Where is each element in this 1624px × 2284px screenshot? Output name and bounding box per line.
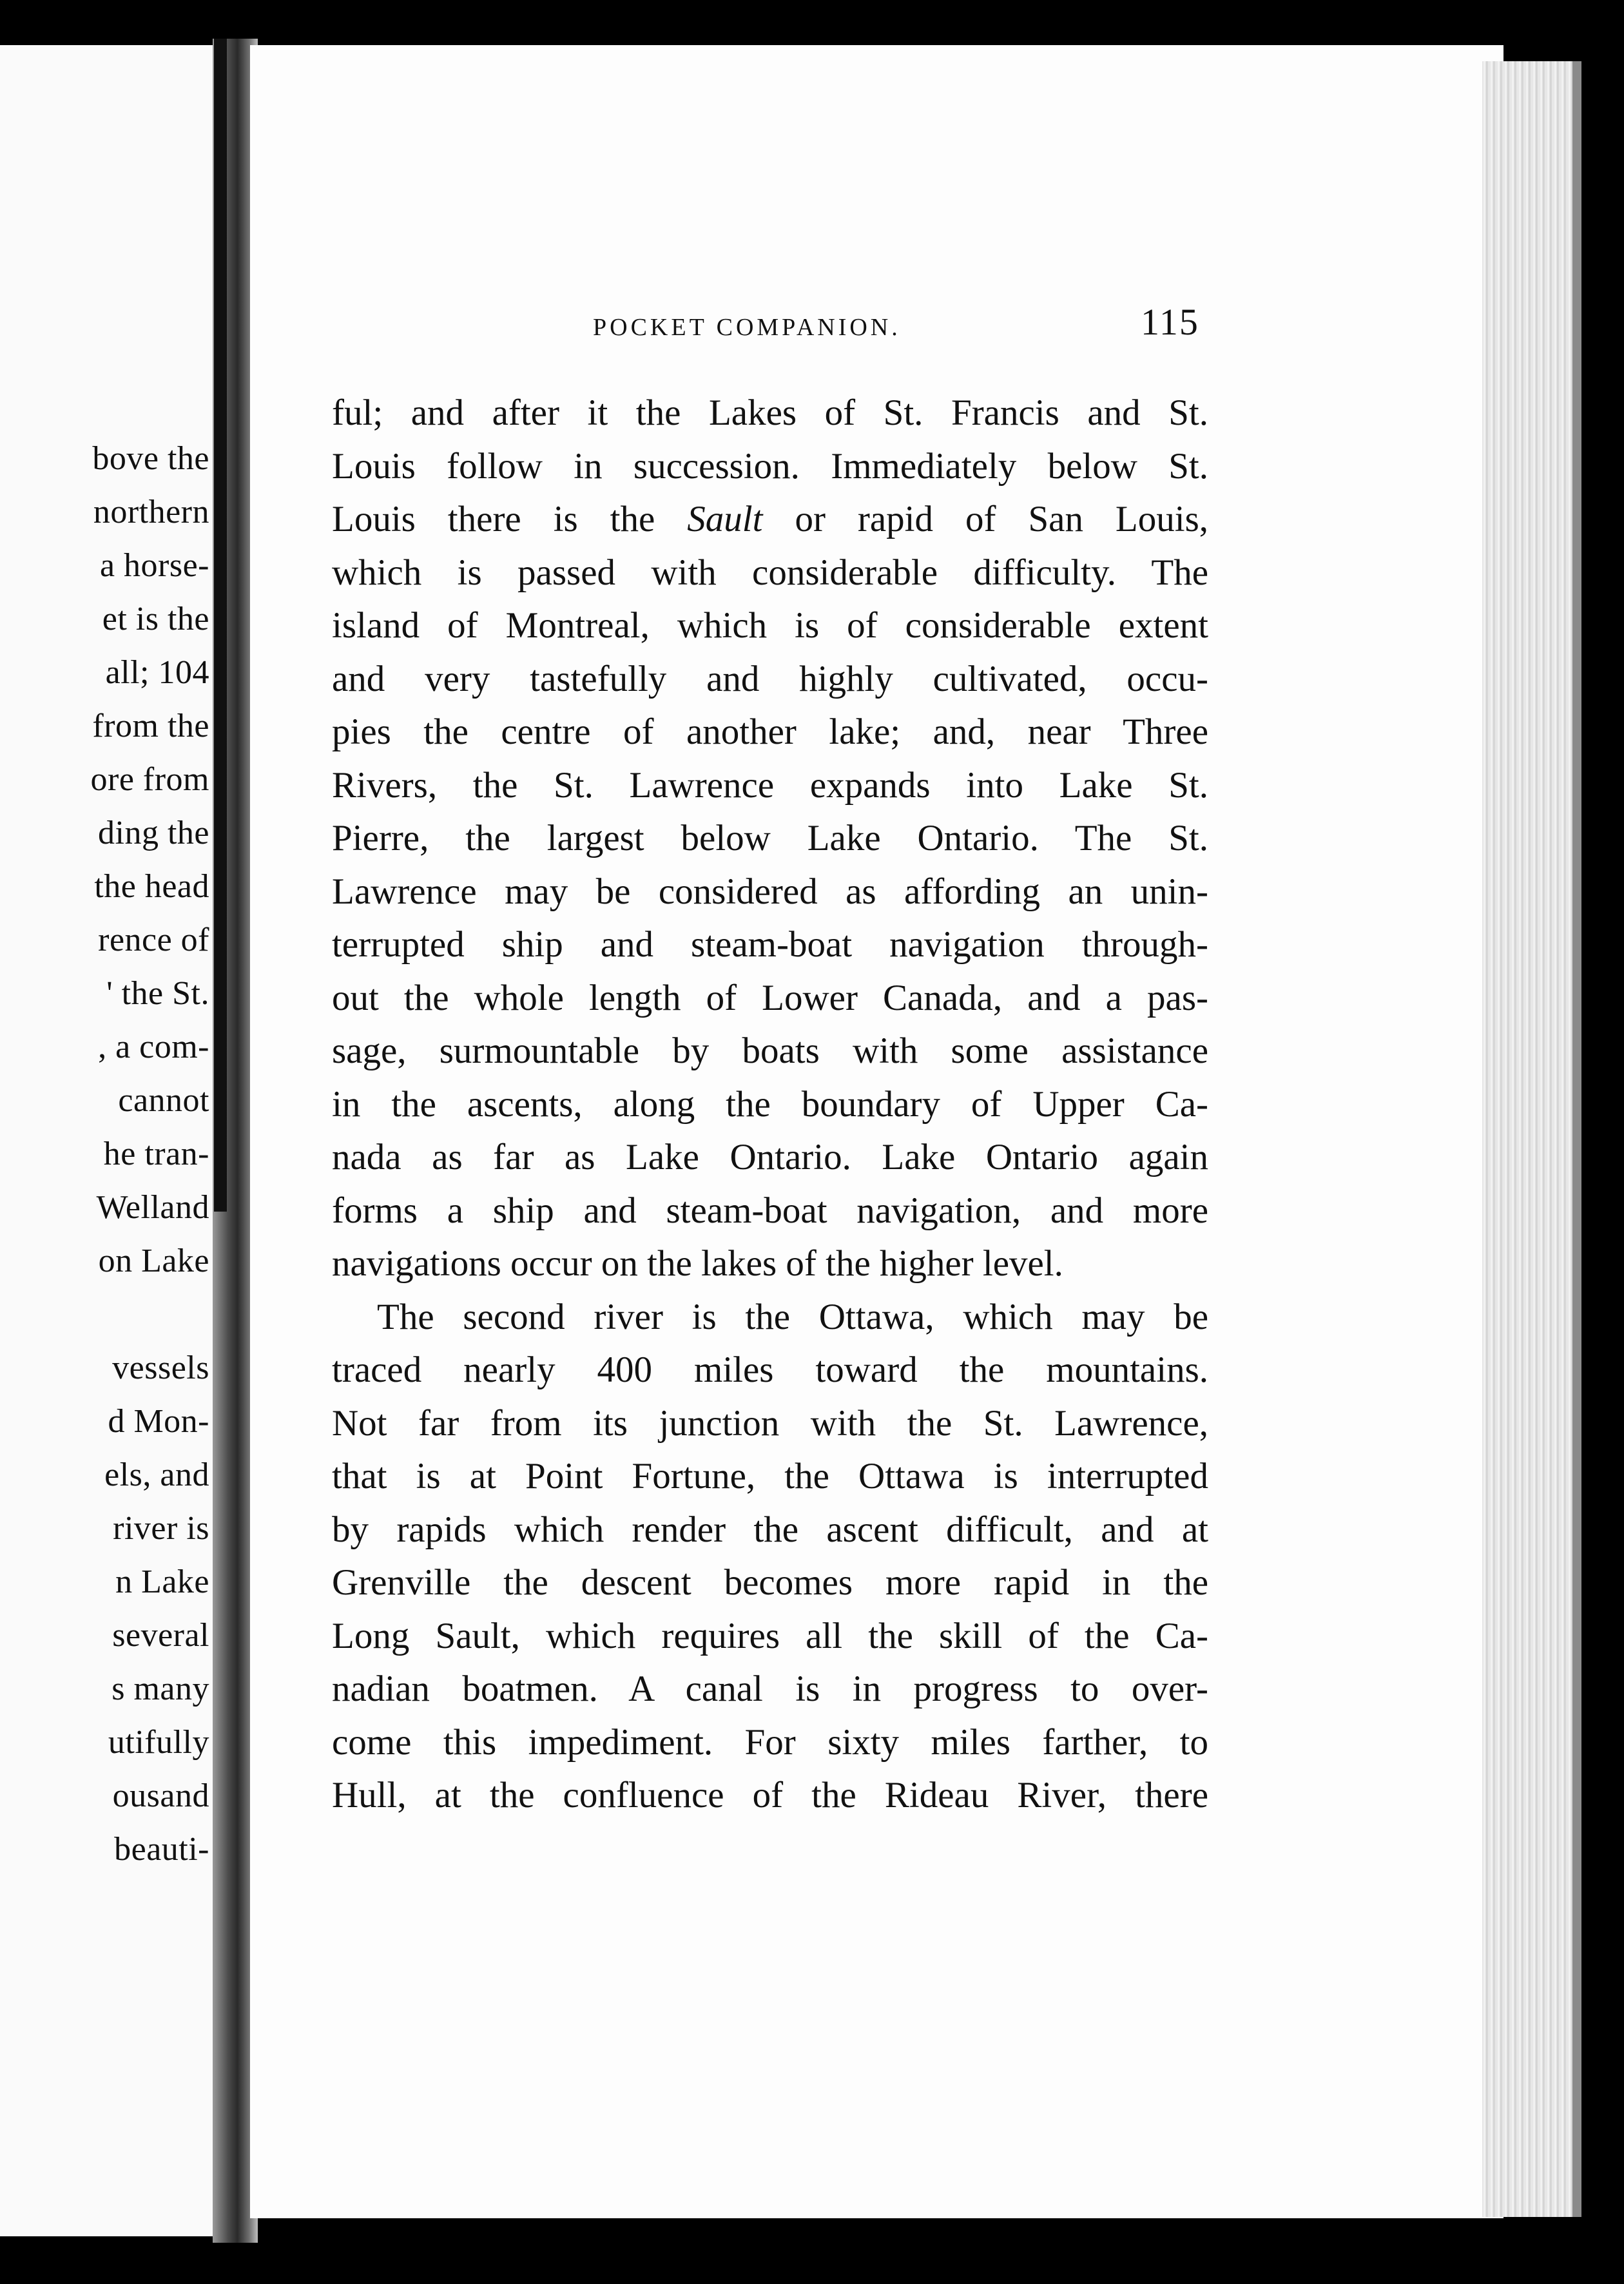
text-line <box>332 493 1208 547</box>
facing-page-left <box>0 45 216 2236</box>
page-edges-shadow <box>1572 61 1581 2217</box>
text-line: traced nearly 400 miles toward the mountains. <box>332 1350 1208 1390</box>
facing-line: on Lake <box>98 1243 209 1279</box>
text-line: Hull, at the confluence of the Rideau River, there <box>332 1775 1208 1815</box>
text-line: Lawrence may be considered as affording an unin- <box>332 871 1208 912</box>
text-line: by rapids which render the ascent difficult, and at <box>332 1509 1208 1550</box>
facing-line: d Mon- <box>108 1403 209 1440</box>
facing-line: et is the <box>102 601 209 637</box>
italic-word: Sault <box>687 499 763 539</box>
page-number: 115 <box>1141 301 1199 343</box>
running-head: POCKET COMPANION. <box>593 314 901 341</box>
facing-line: ousand <box>112 1777 209 1814</box>
page-edges <box>1482 61 1576 2217</box>
facing-line-gap <box>91 1288 209 1341</box>
text-line: Long Sault, which requires all the skill of the Ca- <box>332 1615 1208 1656</box>
text-run: or rapid of San Louis, <box>762 499 1208 539</box>
text-line: navigations occur on the lakes of the higher level. <box>332 1243 1063 1284</box>
facing-line: utifully <box>108 1724 209 1761</box>
facing-line: vessels <box>112 1350 209 1386</box>
text-line: in the ascents, along the boundary of Upper Ca- <box>332 1083 1208 1125</box>
text-line: sage, surmountable by boats with some assistance <box>332 1031 1208 1071</box>
text-line: out the whole length of Lower Canada, and a pas- <box>332 977 1208 1018</box>
text-line: Louis follow in succession. Immediately below St. <box>332 445 1208 487</box>
facing-line: Welland <box>96 1189 209 1226</box>
facing-page-text <box>91 432 209 1876</box>
facing-line: from the <box>92 708 209 744</box>
facing-line: beauti- <box>114 1831 209 1868</box>
text-line: terrupted ship and steam-boat navigation through- <box>332 924 1208 965</box>
text-line: nadian boatmen. A canal is in progress to over- <box>332 1669 1208 1709</box>
text-line: nada as far as Lake Ontario. Lake Ontario again <box>332 1137 1208 1177</box>
facing-line: bove the <box>92 440 209 477</box>
facing-line: n Lake <box>115 1563 209 1600</box>
facing-line: rence of <box>98 922 209 958</box>
text-line: which is passed with considerable difficulty. The <box>332 552 1208 593</box>
facing-line: all; 104 <box>105 654 209 691</box>
facing-line: several <box>112 1617 209 1654</box>
text-line: pies the centre of another lake; and, near Three <box>332 711 1208 752</box>
facing-line: s many <box>111 1670 209 1707</box>
text-line: Pierre, the largest below Lake Ontario. The St. <box>332 818 1208 858</box>
text-run: Louis there is the <box>332 499 688 539</box>
facing-line: ' the St. <box>106 975 209 1012</box>
text-line: Grenville the descent becomes more rapid in the <box>332 1562 1208 1603</box>
text-line: that is at Point Fortune, the Ottawa is interrupted <box>332 1456 1208 1496</box>
facing-line: he tran- <box>103 1136 209 1172</box>
text-line: island of Montreal, which is of considerable extent <box>332 605 1208 646</box>
text-line: and very tastefully and highly cultivated, occu- <box>332 658 1208 699</box>
paragraph-first-line: The second river is the Ottawa, which may be <box>377 1296 1208 1337</box>
gutter-shadow <box>214 39 227 1212</box>
text-line: Rivers, the St. Lawrence expands into Lake St. <box>332 764 1208 806</box>
facing-line: , a com- <box>98 1029 209 1065</box>
text-line: Not far from its junction with the St. Lawrence, <box>332 1402 1208 1444</box>
facing-line: cannot <box>118 1082 209 1119</box>
text-line: ful; and after it the Lakes of St. Francis and St. <box>332 392 1208 433</box>
body-text <box>332 387 1208 1823</box>
facing-line: els, and <box>104 1457 209 1493</box>
text-line: forms a ship and steam-boat navigation, and more <box>332 1190 1208 1231</box>
facing-line: ding the <box>98 815 209 851</box>
facing-line: the head <box>94 868 209 905</box>
text-line: come this impediment. For sixty miles farther, to <box>332 1721 1208 1763</box>
facing-line: ore from <box>90 761 209 798</box>
facing-line: a horse- <box>99 547 209 584</box>
facing-line: river is <box>113 1510 209 1547</box>
facing-line: northern <box>93 494 209 530</box>
